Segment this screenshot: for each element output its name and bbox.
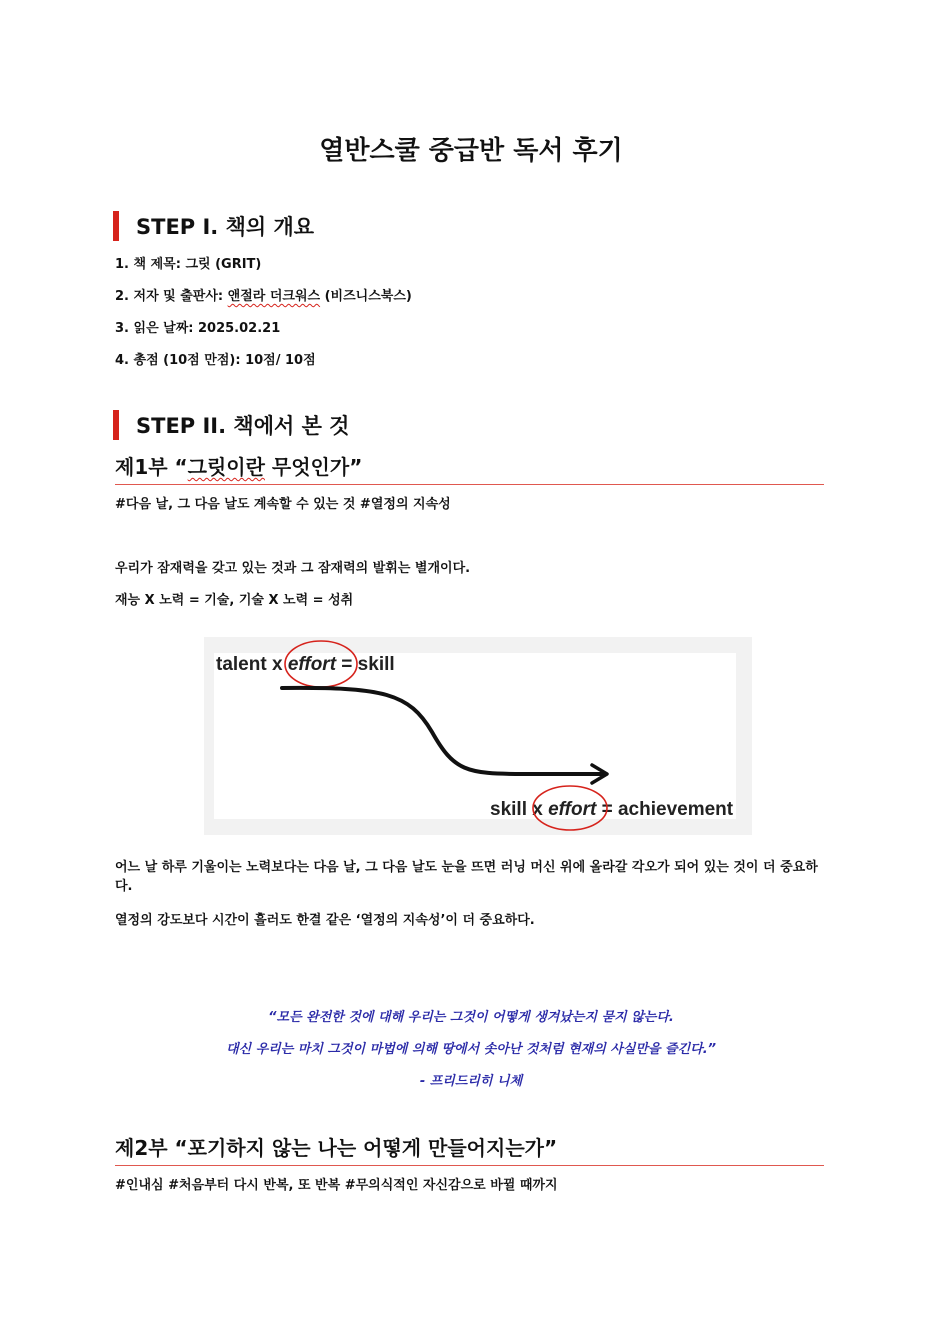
score-value: 10점/ 10점 bbox=[245, 353, 316, 368]
book-title-line bbox=[115, 253, 261, 272]
grit-formula-illustration bbox=[204, 637, 752, 835]
read-date-line bbox=[115, 317, 280, 336]
part1-title-rest: 무엇인가” bbox=[264, 455, 363, 479]
quote-line2: 대신 우리는 마치 그것이 마법에 의해 땅에서 솟아난 것처럼 현재의 사실만을 즐긴다.” bbox=[225, 1042, 717, 1057]
score-line bbox=[115, 349, 316, 368]
part1-divider bbox=[115, 484, 824, 485]
part1-tags: #다음 날, 그 다음 날도 계속할 수 있는 것 #열정의 지속성 bbox=[115, 497, 451, 512]
part2-tags: #인내심 #처음부터 다시 반복, 또 반복 #무의식적인 자신감으로 바뀔 때까지 bbox=[115, 1178, 558, 1193]
book-title-value: 그릿 (GRIT) bbox=[185, 257, 262, 272]
bottom-formula: skill x effort = achievement bbox=[490, 799, 734, 820]
part1-title bbox=[115, 451, 362, 480]
book-title-label: 1. 책 제목: bbox=[115, 257, 186, 272]
read-date-value: 2025.02.21 bbox=[198, 321, 281, 336]
step1-heading bbox=[113, 211, 314, 241]
author-publisher-label: 2. 저자 및 출판사: bbox=[115, 289, 228, 304]
heading-marker bbox=[113, 410, 119, 440]
part2-divider bbox=[115, 1165, 824, 1166]
score-label: 4. 총점 (10점 만점): bbox=[115, 353, 246, 368]
quote-attribution: - 프리드리히 니체 bbox=[419, 1074, 523, 1089]
step2-heading-text: STEP II. 책에서 본 것 bbox=[136, 414, 350, 438]
part1-line2: 재능 X 노력 = 기술, 기술 X 노력 = 성취 bbox=[115, 593, 354, 608]
quote-line1: “모든 완전한 것에 대해 우리는 그것이 어떻게 생겨났는지 묻지 않는다. bbox=[268, 1010, 674, 1025]
step2-heading bbox=[113, 410, 349, 440]
part2-title: 제2부 “포기하지 않는 나는 어떻게 만들어지는가” bbox=[115, 1136, 558, 1160]
part1-paragraph1: 어느 날 하루 기울이는 노력보다는 다음 날, 그 다음 날도 눈을 뜨면 러닝 머신 위에 올라갈 각오가 되어 있는 것이 더 중요하다. bbox=[115, 860, 818, 894]
author-publisher-line bbox=[115, 285, 412, 304]
step1-heading-text: STEP I. 책의 개요 bbox=[136, 215, 315, 239]
document-title: 열반스쿨 중급반 독서 후기 bbox=[319, 136, 623, 166]
read-date-label: 3. 읽은 날짜: bbox=[115, 321, 198, 336]
heading-marker bbox=[113, 211, 119, 241]
publisher-name: (비즈니스북스) bbox=[320, 289, 412, 304]
part1-paragraph2: 열정의 강도보다 시간이 흘러도 한결 같은 ‘열정의 지속성’이 더 중요하다. bbox=[115, 913, 535, 928]
part1-label: 제1부 “ bbox=[115, 455, 188, 479]
part1-line1: 우리가 잠재력을 갖고 있는 것과 그 잠재력의 발휘는 별개이다. bbox=[115, 561, 471, 576]
top-formula: talent x effort = skill bbox=[216, 654, 395, 675]
part1-title-marked: 그릿이란 bbox=[187, 455, 265, 479]
grit-formula-figure bbox=[204, 637, 752, 835]
author-name: 앤절라 더크워스 bbox=[227, 289, 321, 304]
